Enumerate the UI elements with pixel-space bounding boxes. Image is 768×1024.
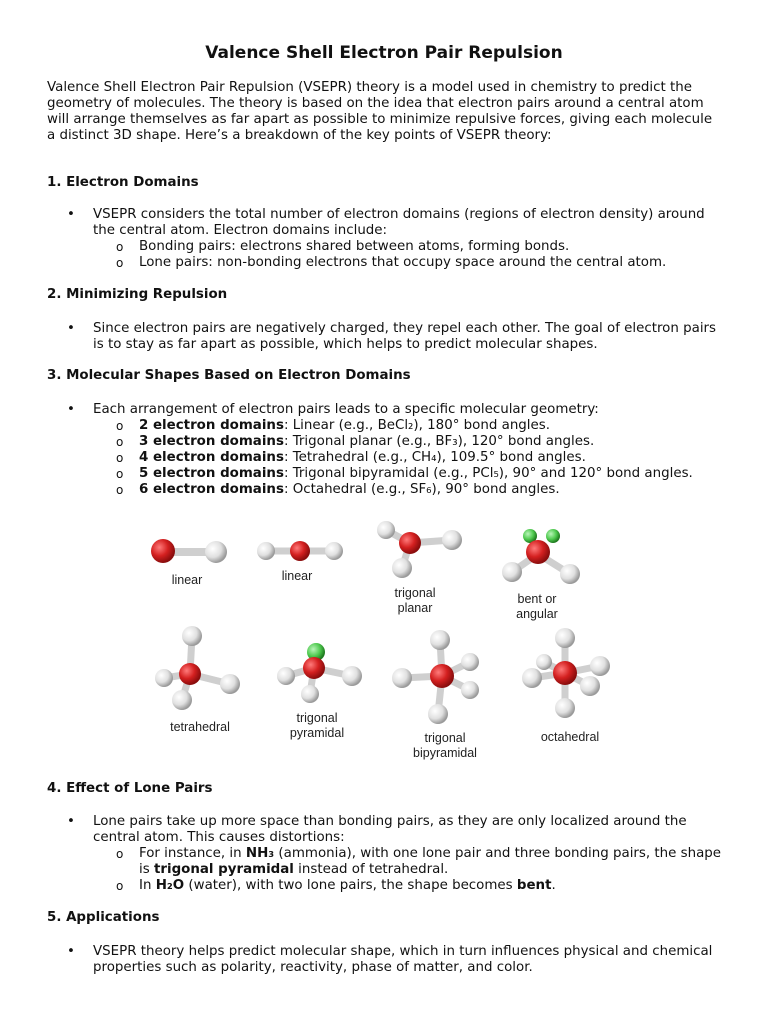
label-tetrahedral: tetrahedral: [170, 720, 230, 734]
label-bipyramidal: bipyramidal: [413, 746, 477, 760]
sub-item: [113, 878, 727, 894]
molecular-geometry-figure: [140, 518, 620, 768]
sub-text: (water), with two lone pairs, the shape becomes: [184, 878, 517, 893]
domain-count: 2 electron domains: [139, 418, 284, 433]
octahedral-molecule: [522, 628, 610, 744]
shape-term: bent: [516, 878, 552, 893]
sub-item: [113, 239, 727, 255]
bent-molecule: [502, 529, 580, 621]
circle-bullet-icon: o: [116, 467, 124, 481]
sub-text: (ammonia), with one lone pair and three bonding pairs, the shape is: [139, 846, 722, 877]
label-octahedral: octahedral: [540, 730, 600, 744]
bullet-text: Since electron pairs are negatively charged, they repel each other. The goal of electron pairs is to stay as far apart as possible, which helps to predict molecular shapes.: [93, 321, 717, 352]
label-planar: planar: [397, 601, 433, 615]
sub-text: In: [139, 878, 156, 893]
label-trigonal-2: trigonal: [296, 711, 338, 725]
domain-count: 3 electron domains: [139, 434, 284, 449]
bullet-icon: •: [67, 207, 75, 222]
section-heading-molecular-shapes: 3. Molecular Shapes Based on Electron Domains: [47, 368, 411, 383]
bullet-text: VSEPR theory helps predict molecular shape, which in turn influences physical and chemical properties such as polarity, reactivity, phase of matter, and color.: [93, 944, 713, 975]
label-angular: angular: [516, 607, 558, 621]
section-heading-minimizing-repulsion: 2. Minimizing Repulsion: [47, 287, 228, 302]
bullet-icon: •: [67, 944, 75, 959]
sub-item: [113, 255, 727, 271]
section-heading-electron-domains: 1. Electron Domains: [47, 175, 199, 190]
circle-bullet-icon: o: [116, 240, 124, 254]
bullet-icon: •: [67, 814, 75, 829]
section-heading-lone-pairs: 4. Effect of Lone Pairs: [47, 781, 213, 796]
section-4-bullet: [67, 814, 727, 894]
linear-molecule-1: [151, 539, 227, 587]
tetrahedral-molecule: [155, 626, 240, 734]
domain-description: : Tetrahedral (e.g., CH₄), 109.5° bond angles.: [283, 450, 586, 465]
formula-nh3: NH₃: [245, 846, 275, 861]
trigonal-pyramidal-molecule: [277, 643, 362, 740]
section-3-bullet: [67, 402, 727, 498]
domain-count: 5 electron domains: [139, 466, 284, 481]
section-5-bullet: [67, 944, 727, 976]
sub-item: [113, 418, 727, 434]
bullet-icon: •: [67, 321, 75, 336]
trigonal-bipyramidal-molecule: [392, 630, 479, 760]
domain-count: 6 electron domains: [139, 482, 284, 497]
domain-count: 4 electron domains: [139, 450, 284, 465]
sub-item: [113, 846, 727, 878]
shape-term: trigonal pyramidal: [153, 862, 294, 877]
bullet-text: Lone pairs take up more space than bonding pairs, as they are only localized around the central atom. This causes distortions:: [93, 814, 687, 845]
sub-text: .: [551, 878, 556, 893]
circle-bullet-icon: o: [116, 847, 124, 861]
section-2-bullet: [67, 321, 727, 353]
sub-item-text: Bonding pairs: electrons shared between atoms, forming bonds.: [139, 239, 570, 254]
trigonal-planar-molecule: [377, 521, 462, 615]
sub-item: [113, 482, 727, 498]
domain-description: : Trigonal planar (e.g., BF₃), 120° bond angles.: [283, 434, 595, 449]
bullet-text: Each arrangement of electron pairs leads to a specific molecular geometry:: [93, 402, 599, 417]
formula-h2o: H₂O: [155, 878, 185, 893]
circle-bullet-icon: o: [116, 419, 124, 433]
label-bent-or: bent or: [517, 592, 557, 606]
bullet-icon: •: [67, 402, 75, 417]
sub-item: [113, 450, 727, 466]
sub-text: instead of tetrahedral.: [293, 862, 449, 877]
label-linear-1: linear: [171, 573, 203, 587]
sub-text: For instance, in: [139, 846, 246, 861]
linear-molecule-2: [257, 541, 343, 583]
circle-bullet-icon: o: [116, 879, 124, 893]
circle-bullet-icon: o: [116, 483, 124, 497]
label-pyramidal: pyramidal: [289, 726, 345, 740]
circle-bullet-icon: o: [116, 435, 124, 449]
sub-item-text: Lone pairs: non-bonding electrons that occupy space around the central atom.: [139, 255, 667, 270]
sub-item: [113, 466, 727, 482]
domain-description: : Octahedral (e.g., SF₆), 90° bond angles.: [283, 482, 560, 497]
label-trigonal-3: trigonal: [424, 731, 466, 745]
label-linear-2: linear: [281, 569, 313, 583]
label-trigonal: trigonal: [394, 586, 436, 600]
domain-description: : Linear (e.g., BeCl₂), 180° bond angles.: [283, 418, 550, 433]
domain-description: : Trigonal bipyramidal (e.g., PCl₅), 90° and 120° bond angles.: [283, 466, 693, 481]
sub-item: [113, 434, 727, 450]
section-1-bullet: [67, 207, 727, 271]
section-heading-applications: 5. Applications: [47, 910, 160, 925]
page-title: Valence Shell Electron Pair Repulsion: [205, 43, 563, 63]
circle-bullet-icon: o: [116, 256, 124, 270]
circle-bullet-icon: o: [116, 451, 124, 465]
intro-paragraph: Valence Shell Electron Pair Repulsion (VSEPR) theory is a model used in chemistry to predict the geometry of molecules. The theory is based on the idea that electron pairs around a central atom will arrange themselves as far apart as possible to minimize repulsive forces, giving each molecule a distinct 3D shape. Here’s a breakdown of the key points of VSEPR theory:: [47, 80, 713, 143]
bullet-text: VSEPR considers the total number of electron domains (regions of electron density) around the central atom. Electron domains include:: [93, 207, 705, 238]
